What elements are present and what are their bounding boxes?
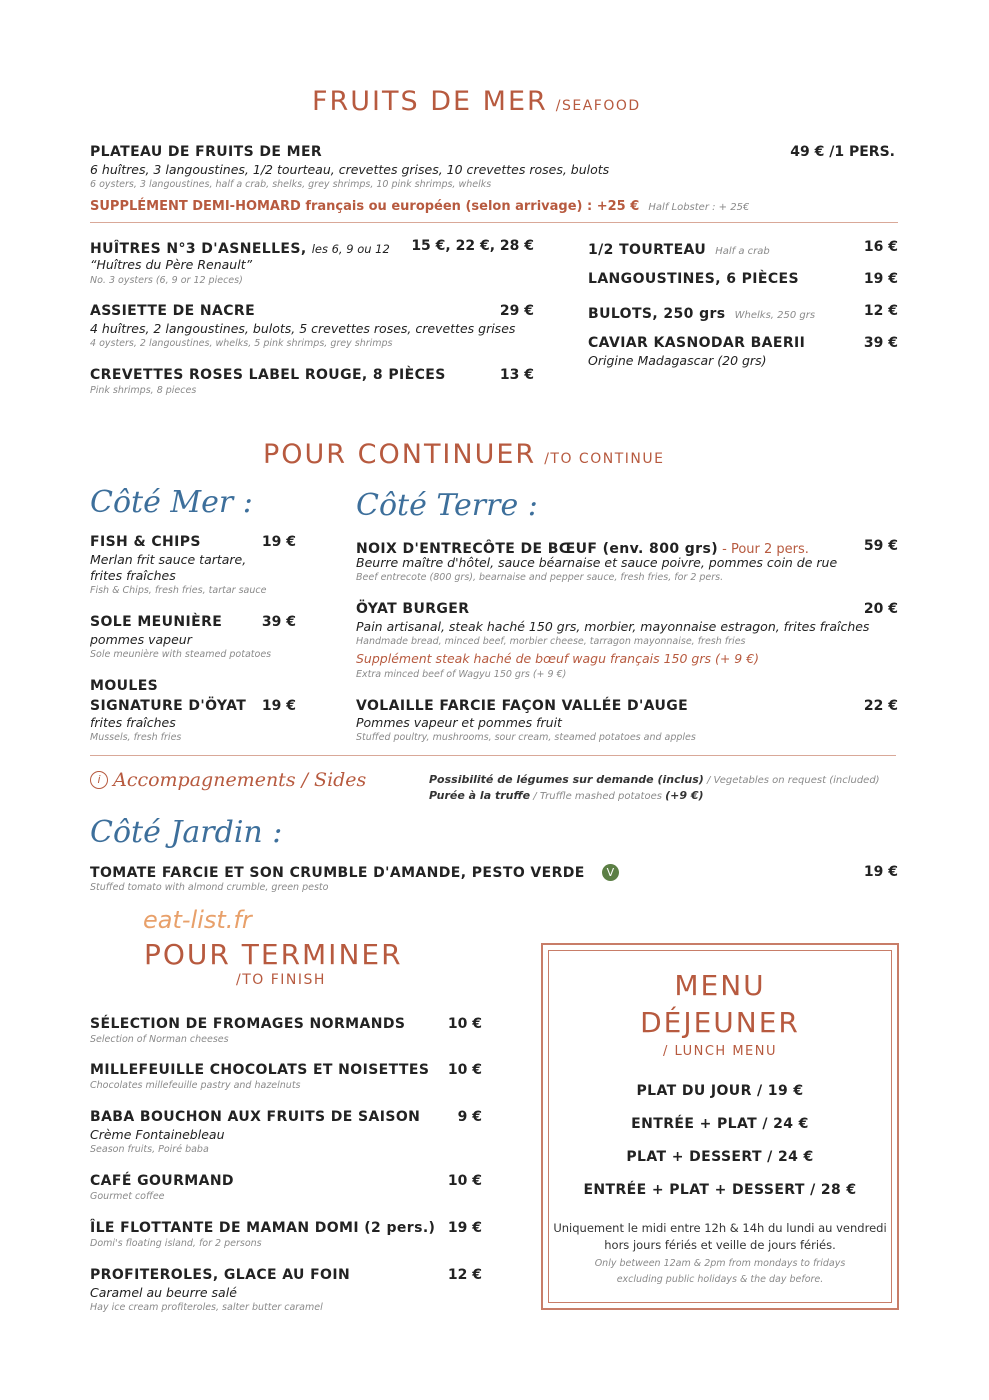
baba-name: BABA BOUCHON AUX FRUITS DE SAISON	[90, 1109, 421, 1125]
burger-supplement-en: Extra minced beef of Wagyu 150 grs (+ 9 €)	[356, 669, 567, 680]
fish-chips-desc1: Merlan frit sauce tartare,	[90, 552, 247, 567]
lunch-note-1: Uniquement le midi entre 12h & 14h du lundi au vendredi	[553, 1221, 887, 1235]
burger-desc: Pain artisanal, steak haché 150 grs, morbier, mayonnaise estragon, frites fraîches	[356, 619, 870, 634]
entrecote-extra: - Pour 2 pers.	[718, 542, 809, 557]
profiteroles-price: 12 €	[447, 1267, 482, 1283]
lunch-title-2: DÉJEUNER	[640, 1006, 800, 1039]
sides-line2-en: / Truffle mashed potatoes	[530, 791, 666, 802]
oysters-name: HUÎTRES N°3 D'ASNELLES,	[90, 241, 307, 257]
ile-name: ÎLE FLOTTANTE DE MAMAN DOMI (2 pers.)	[90, 1220, 436, 1236]
crab-item	[588, 239, 770, 258]
nacre-name: ASSIETTE DE NACRE	[90, 303, 256, 319]
burger-price: 20 €	[863, 601, 898, 617]
lunch-note-en-1: Only between 12am & 2pm from mondays to fridays	[594, 1258, 846, 1269]
seafood-subtitle: /SEAFOOD	[555, 98, 641, 114]
crab-price: 16 €	[863, 239, 898, 255]
profiteroles-en: Hay ice cream profiteroles, salter butter caramel	[90, 1302, 323, 1313]
section-title-continue	[263, 439, 664, 470]
ile-price: 19 €	[447, 1220, 482, 1236]
caviar-name: CAVIAR KASNODAR BAERII	[588, 335, 806, 351]
sides-line2	[429, 784, 704, 803]
volaille-price: 22 €	[863, 698, 898, 714]
whelks-price: 12 €	[863, 303, 898, 319]
nacre-en: 4 oysters, 2 langoustines, whelks, 5 pink shrimps, grey shrimps	[90, 338, 393, 349]
whelks-name: BULOTS, 250 grs	[588, 306, 726, 322]
caviar-price: 39 €	[863, 335, 898, 351]
vegetarian-icon: V	[602, 864, 619, 881]
fish-chips-name: FISH & CHIPS	[90, 534, 201, 550]
tomate-en: Stuffed tomato with almond crumble, green pesto	[90, 882, 329, 893]
cafe-price: 10 €	[447, 1173, 482, 1189]
baba-en: Season fruits, Poiré baba	[90, 1144, 209, 1155]
millefeuille-en: Chocolates millefeuille pastry and hazelnuts	[90, 1080, 301, 1091]
plateau-supplement	[90, 195, 749, 214]
continue-title: POUR CONTINUER	[263, 439, 537, 470]
entrecote-en: Beef entrecote (800 grs), bearnaise and pepper sauce, fresh fries, for 2 pers.	[356, 572, 724, 583]
langoustines-name: LANGOUSTINES, 6 PIÈCES	[588, 271, 800, 287]
watermark: eat-list.fr	[143, 906, 252, 934]
fish-chips-desc2: frites fraîches	[90, 568, 176, 583]
entrecote-price: 59 €	[863, 538, 898, 554]
fromages-price: 10 €	[447, 1016, 482, 1032]
volaille-desc: Pommes vapeur et pommes fruit	[356, 715, 562, 730]
entrecote-desc: Beurre maître d'hôtel, sauce béarnaise et sauce poivre, pommes coin de rue	[356, 555, 838, 570]
nacre-price: 29 €	[499, 303, 534, 319]
burger-en: Handmade bread, minced beef, morbier cheese, tarragon mayonnaise, fresh fries	[356, 636, 746, 647]
nacre-desc: 4 huîtres, 2 langoustines, bulots, 5 crevettes roses, crevettes grises	[90, 321, 516, 336]
mussels-name1: MOULES	[90, 678, 159, 694]
lunch-option-2: ENTRÉE + PLAT / 24 €	[631, 1116, 809, 1132]
plateau-desc: 6 huîtres, 3 langoustines, 1/2 tourteau, crevettes grises, 10 crevettes roses, bulots	[90, 162, 610, 177]
shrimps-name: CREVETTES ROSES LABEL ROUGE, 8 PIÈCES	[90, 367, 446, 383]
oysters-suffix: les 6, 9 ou 12	[311, 242, 390, 256]
volaille-en: Stuffed poultry, mushrooms, sour cream, steamed potatoes and apples	[356, 732, 696, 743]
oysters-item	[90, 238, 390, 257]
profiteroles-desc: Caramel au beurre salé	[90, 1285, 237, 1300]
baba-price: 9 €	[457, 1109, 482, 1125]
tomate-price: 19 €	[863, 864, 898, 880]
burger-name: ÖYAT BURGER	[356, 601, 470, 617]
lunch-option-4: ENTRÉE + PLAT + DESSERT / 28 €	[583, 1182, 857, 1198]
seafood-title: FRUITS DE MER	[312, 86, 548, 117]
lunch-menu-box	[541, 943, 899, 1310]
lunch-title-1: MENU	[674, 969, 766, 1002]
cafe-name: CAFÉ GOURMAND	[90, 1173, 234, 1189]
mussels-desc: frites fraîches	[90, 715, 176, 730]
crab-name: 1/2 TOURTEAU	[588, 242, 707, 258]
oysters-en: No. 3 oysters (6, 9 or 12 pieces)	[90, 275, 243, 286]
lunch-note-2: hors jours fériés et veille de jours fériés.	[604, 1238, 836, 1252]
sides-line1-en: / Vegetables on request (included)	[703, 775, 880, 786]
plateau-name: PLATEAU DE FRUITS DE MER	[90, 144, 323, 160]
lunch-subtitle: / LUNCH MENU	[662, 1044, 777, 1059]
info-icon: i	[90, 771, 108, 789]
tomate-name: TOMATE FARCIE ET SON CRUMBLE D'AMANDE, PESTO VERDE	[90, 865, 585, 881]
oysters-desc: “Huîtres du Père Renault”	[90, 257, 253, 272]
ile-en: Domi's floating island, for 2 persons	[90, 1238, 262, 1249]
plateau-price: 49 € /1 PERS.	[790, 144, 895, 160]
caviar-desc: Origine Madagascar (20 grs)	[588, 353, 767, 368]
lunch-option-1: PLAT DU JOUR / 19 €	[636, 1083, 804, 1099]
sides-line1-fr: Possibilité de légumes sur demande (inclus)	[429, 773, 704, 786]
sides-heading: Accompagnements / Sides	[113, 769, 367, 791]
baba-desc: Crème Fontainebleau	[90, 1127, 225, 1142]
divider	[90, 755, 896, 756]
mussels-price: 19 €	[261, 698, 296, 714]
supplement-text: SUPPLÉMENT DEMI-HOMARD français ou européen (selon arrivage) : +25 €	[90, 199, 640, 214]
langoustines-price: 19 €	[863, 271, 898, 287]
sides-line2-price: (+9 €)	[665, 789, 704, 802]
whelks-en: Whelks, 250 grs	[734, 310, 816, 321]
finish-subtitle: /TO FINISH	[236, 972, 326, 988]
lunch-note-en-2: excluding public holidays & the day before.	[616, 1274, 824, 1285]
sole-en: Sole meunière with steamed potatoes	[90, 649, 272, 660]
burger-supplement: Supplément steak haché de bœuf wagu français 150 grs (+ 9 €)	[356, 651, 760, 666]
whelks-item	[588, 303, 815, 322]
profiteroles-name: PROFITEROLES, GLACE AU FOIN	[90, 1267, 351, 1283]
tomate-item	[90, 862, 619, 881]
sole-desc: pommes vapeur	[90, 632, 192, 647]
cote-mer-heading: Côté Mer :	[90, 485, 253, 520]
shrimps-price: 13 €	[499, 367, 534, 383]
oysters-price: 15 €, 22 €, 28 €	[411, 238, 534, 254]
mussels-name2: SIGNATURE D'ÖYAT	[90, 698, 247, 714]
fromages-name: SÉLECTION DE FROMAGES NORMANDS	[90, 1016, 406, 1032]
continue-subtitle: /TO CONTINUE	[544, 451, 665, 467]
sole-name: SOLE MEUNIÈRE	[90, 614, 223, 630]
supplement-en: Half Lobster : + 25€	[648, 202, 750, 213]
fromages-en: Selection of Norman cheeses	[90, 1034, 229, 1045]
finish-title: POUR TERMINER	[144, 938, 403, 971]
volaille-name: VOLAILLE FARCIE FAÇON VALLÉE D'AUGE	[356, 698, 689, 714]
crab-en: Half a crab	[715, 246, 770, 257]
millefeuille-name: MILLEFEUILLE CHOCOLATS ET NOISETTES	[90, 1062, 430, 1078]
cote-jardin-heading: Côté Jardin :	[90, 815, 283, 850]
shrimps-en: Pink shrimps, 8 pieces	[90, 385, 197, 396]
divider	[90, 222, 898, 223]
millefeuille-price: 10 €	[447, 1062, 482, 1078]
fish-chips-price: 19 €	[261, 534, 296, 550]
entrecote-name: NOIX D'ENTRECÔTE DE BŒUF (env. 800 grs)	[356, 541, 719, 557]
fish-chips-en: Fish & Chips, fresh fries, tartar sauce	[90, 585, 267, 596]
sole-price: 39 €	[261, 614, 296, 630]
mussels-en: Mussels, fresh fries	[90, 732, 182, 743]
sides-heading-row	[90, 769, 366, 791]
plateau-en: 6 oysters, 3 langoustines, half a crab, shelks, grey shrimps, 10 pink shrimps, whelks	[90, 179, 492, 190]
cote-terre-heading: Côté Terre :	[356, 488, 538, 523]
sides-line2-fr: Purée à la truffe	[429, 789, 531, 802]
section-title-seafood	[312, 86, 641, 117]
lunch-option-3: PLAT + DESSERT / 24 €	[626, 1149, 814, 1165]
cafe-en: Gourmet coffee	[90, 1191, 165, 1202]
